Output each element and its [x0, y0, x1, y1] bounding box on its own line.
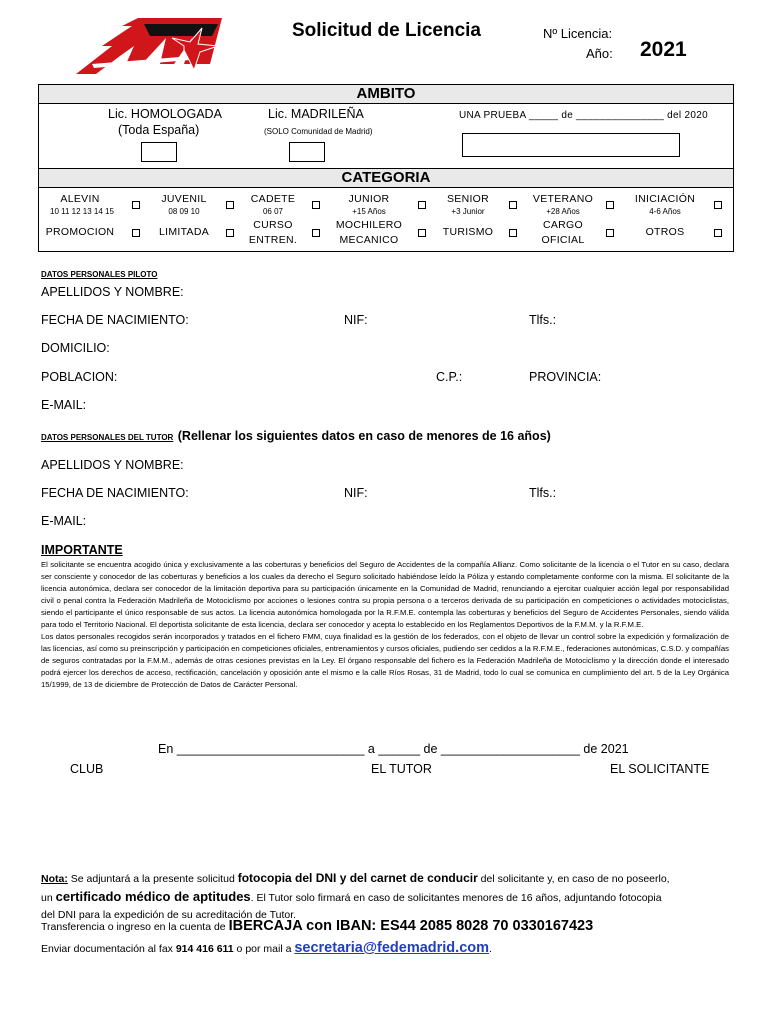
- nota-line2: [41, 888, 731, 907]
- anio-value: 2021: [640, 38, 687, 61]
- cat-iniciacion-sub: 4-6 Años: [649, 207, 681, 216]
- cat-alevin-checkbox[interactable]: [132, 201, 140, 209]
- nota-line1: [41, 870, 731, 888]
- transfer-line: [41, 918, 593, 934]
- cat-iniciacion-checkbox[interactable]: [714, 201, 722, 209]
- cat-junior-sub: +15 Años: [352, 207, 386, 216]
- anio-label: Año:: [586, 46, 613, 61]
- piloto-poblacion: POBLACION:: [41, 370, 118, 384]
- importante-heading: IMPORTANTE: [41, 543, 123, 557]
- ambito-heading: AMBITO: [39, 84, 733, 104]
- cat-veterano-sub: +28 Años: [546, 207, 580, 216]
- cat-curso-checkbox[interactable]: [312, 229, 320, 237]
- cat-senior: SENIOR: [446, 193, 490, 205]
- transfer-prefix: Transferencia o ingreso en la cuenta de: [41, 921, 229, 933]
- piloto-apellidos: APELLIDOS Y NOMBRE:: [41, 285, 184, 299]
- una-prueba-label: UNA PRUEBA _____ de _______________ del 2020: [459, 110, 708, 121]
- enviar-end: .: [489, 943, 492, 955]
- nota-block: [41, 870, 731, 924]
- transfer-iban: IBERCAJA con IBAN: ES44 2085 8028 70 0330167423: [228, 918, 594, 934]
- mail-prefix: o por mail a: [233, 943, 295, 955]
- cat-alevin-sub: 10 11 12 13 14 15: [50, 207, 114, 216]
- homologada-label: Lic. HOMOLOGADA: [108, 107, 222, 121]
- tutor-tlfs: Tlfs.:: [529, 486, 557, 500]
- cat-senior-checkbox[interactable]: [509, 201, 517, 209]
- cat-cadete: CADETE: [250, 193, 296, 205]
- homologada-checkbox[interactable]: [141, 142, 177, 162]
- tutor-heading: DATOS PERSONALES DEL TUTOR: [41, 433, 174, 442]
- firma-club: CLUB: [70, 762, 104, 776]
- tutor-nif: NIF:: [344, 486, 368, 500]
- madrilena-checkbox[interactable]: [289, 142, 325, 162]
- piloto-cp: C.P.:: [436, 370, 463, 384]
- piloto-heading: DATOS PERSONALES PILOTO: [41, 270, 158, 279]
- cat-mochilero-checkbox[interactable]: [418, 229, 426, 237]
- nota-t3: un: [41, 892, 56, 904]
- cat-promocion-checkbox[interactable]: [132, 229, 140, 237]
- piloto-nif: NIF:: [344, 313, 368, 327]
- fax-number: 914 416 611: [175, 943, 234, 955]
- nota-b1: fotocopia del DNI y del carnet de conducir: [237, 871, 478, 885]
- cat-promocion: PROMOCION: [45, 226, 115, 238]
- cat-juvenil: JUVENIL: [161, 193, 207, 205]
- cat-alevin: ALEVIN: [60, 193, 100, 205]
- cat-curso-2: ENTREN.: [248, 234, 298, 246]
- enviar-line: [41, 940, 492, 956]
- enviar-prefix: Enviar documentación al fax: [41, 943, 176, 955]
- cat-juvenil-checkbox[interactable]: [226, 201, 234, 209]
- cat-cargo-2: OFICIAL: [541, 234, 585, 246]
- cat-cargo: CARGO: [542, 219, 583, 231]
- nota-t1: Se adjuntará a la presente solicitud: [67, 873, 238, 885]
- importante-text: [41, 559, 729, 691]
- piloto-provincia: PROVINCIA:: [529, 370, 602, 384]
- cat-veterano: VETERANO: [532, 193, 594, 205]
- tutor-apellidos: APELLIDOS Y NOMBRE:: [41, 458, 184, 472]
- piloto-fecha: FECHA DE NACIMIENTO:: [41, 313, 189, 327]
- cat-limitada-checkbox[interactable]: [226, 229, 234, 237]
- page-title: Solicitud de Licencia: [292, 20, 481, 41]
- cat-mochilero-2: MECANICO: [339, 234, 399, 246]
- licencia-label: Nº Licencia:: [543, 26, 613, 41]
- nota-t4: . El Tutor solo firmará en caso de solicitantes menores de 16 años, adjuntando fotocopia: [250, 892, 662, 904]
- madrilena-label: Lic. MADRILEÑA: [268, 107, 364, 121]
- fmm-logo: [72, 16, 226, 80]
- tutor-note: (Rellenar los siguientes datos en caso de menores de 16 años): [177, 429, 551, 443]
- cat-cadete-sub: 06 07: [262, 207, 284, 216]
- importante-p2: Los datos personales recogidos serán incorporados y tratados en el fichero FMM, cuya finalidad es la gestión de los federados, con el objeto de llevar un control sobre la expedición y formalización de las licencias, así como su preinscripción y participación en competiciones oficiales, entrenamientos y cursos oficiales, pudiendo ser cedidos a la R.F.M.E., federaciones autonómicas, C.S.D. y compañías de seguros contratadas por la F.M.M., además de otras cesiones previstas en la Ley. El órgano responsable del fichero es la Federación Madrileña de Motociclismo y la dirección donde el interesado podrá ejercer los derechos de acceso, rectificación, cancelación y oposición ante el mismo e la calle Ríos Rosas, 31 de Madrid, todo lo cual se comunica en cumplimiento del art. 5 de la Ley Orgánica 15/1999, de 13 de diciembre de Protección de Datos de Carácter Personal.: [41, 632, 729, 689]
- cat-curso: CURSO: [253, 219, 293, 231]
- cat-turismo-checkbox[interactable]: [509, 229, 517, 237]
- categoria-heading: CATEGORIA: [39, 168, 733, 188]
- tutor-fecha: FECHA DE NACIMIENTO:: [41, 486, 189, 500]
- firma-solicitante: EL SOLICITANTE: [610, 762, 710, 776]
- tutor-email: E-MAIL:: [41, 514, 87, 528]
- piloto-email: E-MAIL:: [41, 398, 87, 412]
- importante-p1: El solicitante se encuentra acogido única y exclusivamente a las coberturas y beneficios del Seguro de Accidentes de la compañía Allianz. Como solicitante de la licencia o el Tutor en su caso, declara ser consciente y conocedor de las coberturas y beneficios a los cuales da derecho el Seguro solicitado habiéndose leído la Póliza y estando completamente conforme con la misma. El solicitante de la licencia autonómica, declara ser conocedor de la limitación deportiva para su participación únicamente en la Comunidad de Madrid, renunciando a ejercitar cualquier acción legal por responsabilidad civil o penal contra la Federación Madrileña de Motociclismo por acciones o lesiones contra su propia persona o a terceros derivada de su participación en competiciones o actividades motociclistas, siendo el participante el único responsable de sus actos. La licencia autonómica homologada por la R.F.M.E. contempla las coberturas y beneficios del Seguro de Accidentes Personales, siendo válida para todo el Territorio Nacional. El deportista solicitante de esta licencia, declara ser conocedor y acepta lo establecido en los Reglamentos Deportivos de la F.M.M. y la R.F.M.E.: [41, 560, 729, 629]
- cat-junior-checkbox[interactable]: [418, 201, 426, 209]
- cat-otros-checkbox[interactable]: [714, 229, 722, 237]
- piloto-domicilio: DOMICILIO:: [41, 341, 110, 355]
- nota-t2: del solicitante y, en caso de no poseerlo,: [477, 873, 670, 885]
- tutor-heading-line: [41, 427, 551, 445]
- madrilena-sub: (SOLO Comunidad de Madrid): [264, 127, 373, 136]
- cat-senior-sub: +3 Junior: [451, 207, 485, 216]
- nota-b2: certificado médico de aptitudes: [55, 889, 251, 904]
- cat-junior: JUNIOR: [348, 193, 390, 205]
- cat-veterano-checkbox[interactable]: [606, 201, 614, 209]
- firma-tutor: EL TUTOR: [371, 762, 432, 776]
- piloto-tlfs: Tlfs.:: [529, 313, 557, 327]
- cat-cadete-checkbox[interactable]: [312, 201, 320, 209]
- cat-iniciacion: INICIACIÓN: [634, 193, 696, 205]
- cat-limitada: LIMITADA: [158, 226, 210, 238]
- cat-turismo: TURISMO: [442, 226, 494, 238]
- firma-en-line: En ___________________________ a ______ de ____________________ de 2021: [158, 742, 629, 756]
- cat-otros: OTROS: [645, 226, 685, 238]
- cat-juvenil-sub: 08 09 10: [168, 207, 200, 216]
- email-link[interactable]: secretaria@fedemadrid.com: [294, 940, 490, 956]
- nota-label: Nota:: [41, 873, 68, 885]
- cat-mochilero: MOCHILERO: [335, 219, 403, 231]
- nota-line3: del DNI para la expedición de su acreditación de Tutor.: [41, 909, 297, 921]
- una-prueba-field[interactable]: [462, 133, 680, 157]
- cat-cargo-checkbox[interactable]: [606, 229, 614, 237]
- homologada-sub: (Toda España): [118, 123, 200, 137]
